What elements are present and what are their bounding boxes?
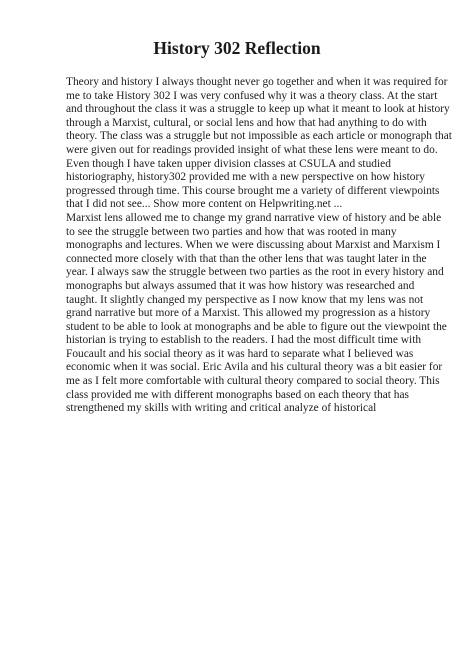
text-line: monographs but always assumed that it was how history was researched and bbox=[66, 279, 415, 292]
document-body bbox=[66, 76, 452, 416]
paragraph-marxist-lens bbox=[66, 211, 447, 416]
text-line: me to take History 302 I was very confused why it was a theory class. At the start bbox=[66, 89, 438, 102]
text-line: strengthened my skills with writing and critical analyze of historical bbox=[66, 402, 377, 415]
text-line: to see the struggle between two parties and how that was rooted in many bbox=[66, 225, 397, 238]
document-title: History 302 Reflection bbox=[153, 38, 321, 58]
text-line: through a Marxist, cultural, or social lens and how that had anything to do with bbox=[66, 116, 427, 129]
text-line: theory. The class was a struggle but not impossible as each article or monograph that bbox=[66, 130, 452, 143]
text-line: taught. It slightly changed my perspective as I now know that my lens was not bbox=[66, 293, 424, 306]
text-line: economic when it was social. Eric Avila and his cultural theory was a bit easier for bbox=[66, 361, 443, 374]
text-line: me as I felt more comfortable with cultural theory compared to social theory. This bbox=[66, 375, 440, 388]
text-line: and throughout the class it was a struggle to keep up what it meant to look at history bbox=[66, 103, 450, 116]
text-line: grand narrative but more of a Marxist. This allowed my progression as a history bbox=[66, 307, 431, 320]
text-line: year. I always saw the struggle between two parties as the root in every history and bbox=[66, 266, 444, 279]
text-line: connected more closely with that than the other lens that was taught later in the bbox=[66, 252, 427, 265]
text-line: Foucault and his social theory as it was hard to separate what I believed was bbox=[66, 347, 414, 360]
text-line: Even though I have taken upper division classes at CSULA and studied bbox=[66, 157, 391, 170]
text-line: student to be able to look at monographs and be able to figure out the viewpoint the bbox=[66, 320, 447, 333]
text-line: progressed through time. This course brought me a variety of different viewpoints bbox=[66, 184, 440, 197]
text-line: historian is trying to establish to the readers. I had the most difficult time with bbox=[66, 334, 422, 347]
paragraph-intro bbox=[66, 76, 452, 212]
text-line: Theory and history I always thought never go together and when it was required for bbox=[66, 76, 448, 88]
text-line: monographs and lectures. When we were discussing about Marxist and Marxism I bbox=[66, 239, 441, 252]
text-line: class provided me with different monographs based on each theory that has bbox=[66, 388, 409, 401]
text-line: were given out for readings provided insight of what these lens were meant to do. bbox=[66, 143, 438, 156]
text-line: that I did not see... Show more content on Helpwriting.net ... bbox=[66, 198, 343, 211]
text-line: Marxist lens allowed me to change my grand narrative view of history and be able bbox=[66, 211, 442, 224]
text-line: historiography, history302 provided me with a new perspective on how history bbox=[66, 171, 425, 184]
